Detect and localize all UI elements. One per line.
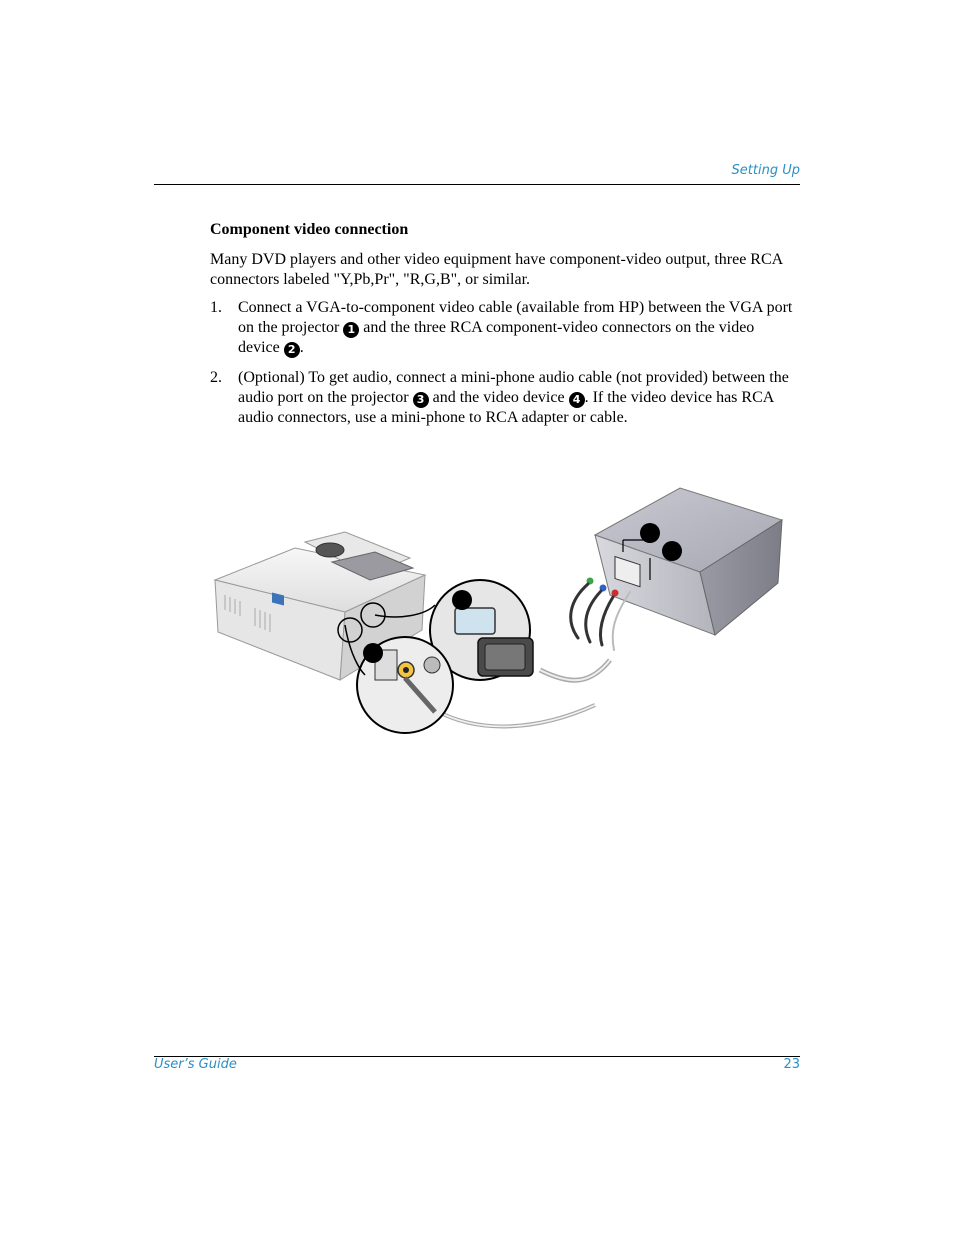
callout-marker-icon — [363, 643, 383, 663]
step-item — [210, 368, 800, 428]
callout-3-icon: 3 — [413, 392, 429, 408]
step-text: . If the video device has RCA audio connectors, use a mini-phone to RCA adapter or cable. — [238, 389, 774, 426]
callout-2-icon: 2 — [284, 342, 300, 358]
section-title: Component video connection — [210, 221, 409, 238]
step-text: and the three RCA component-video connectors on the video device — [238, 319, 755, 356]
page-content — [210, 220, 800, 438]
intro-paragraph: Many DVD players and other video equipment have component-video output, three RCA connectors labeled "Y,Pb,Pr", "R,G,B", or similar. — [210, 251, 783, 288]
callout-1-icon: 1 — [343, 322, 359, 338]
callout-marker-icon — [662, 541, 682, 561]
step-text: (Optional) To get audio, connect a mini-phone audio cable (not provided) between the audio port on the projector — [238, 369, 789, 406]
step-text: . — [299, 339, 304, 356]
connection-illustration — [210, 480, 790, 740]
audio-cable — [435, 705, 595, 726]
step-number: 1. — [210, 299, 222, 316]
audio-port-detail — [357, 637, 453, 733]
callout-marker-icon — [640, 523, 660, 543]
step-text: and the video device — [428, 389, 569, 406]
step-text: Connect a VGA-to-component video cable (available from HP) between the VGA port on the projector — [238, 299, 793, 336]
callout-marker-icon — [452, 590, 472, 610]
video-device — [587, 488, 783, 635]
running-head: Setting Up — [731, 163, 800, 178]
header-rule — [154, 184, 800, 185]
footer-guide-name: User’s Guide — [154, 1057, 237, 1072]
footer-rule — [154, 1056, 800, 1057]
connection-diagram — [210, 480, 790, 740]
step-number: 2. — [210, 369, 222, 386]
steps-list — [210, 298, 800, 428]
step-item — [210, 298, 800, 358]
page-number: 23 — [783, 1057, 800, 1072]
callout-4-icon: 4 — [569, 392, 585, 408]
